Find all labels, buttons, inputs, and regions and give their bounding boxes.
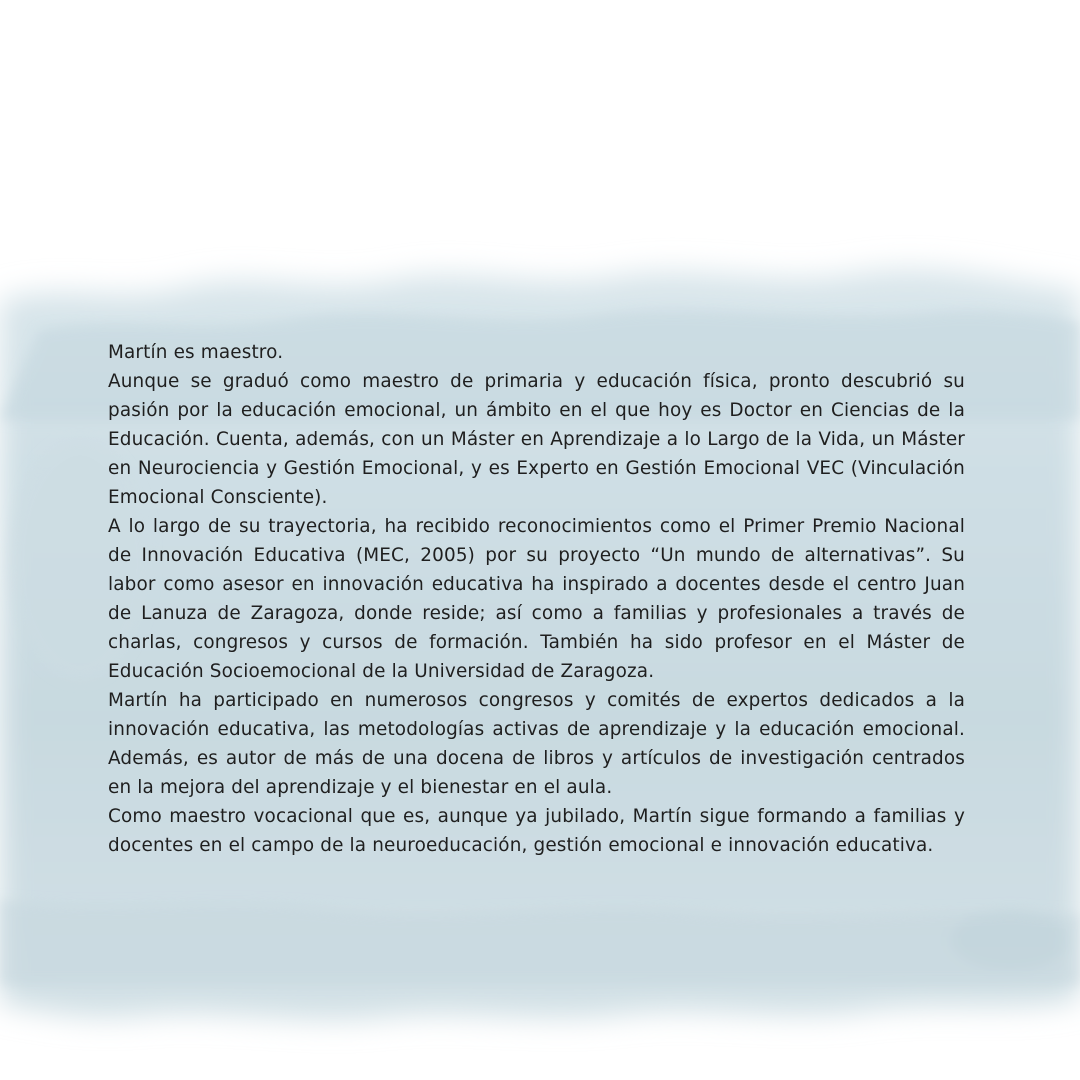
biography-text [108, 338, 965, 860]
biography-paragraph: Martín ha participado en numerosos congresos y comités de expertos dedicados a la innovación educativa, las metodologías activas de aprendizaje y la educación emocional. Además, es autor de más de una docena de libros y artículos de investigación centrados en la mejora del aprendizaje y el bienestar en el aula. [108, 690, 965, 798]
biography-paragraph: Martín es maestro. [108, 342, 284, 363]
biography-paragraph: A lo largo de su trayectoria, ha recibido reconocimientos como el Primer Premio Nacional de Innovación Educativa (MEC, 2005) por su proyecto “Un mundo de alternativas”. Su labor como asesor en innovación educativa ha inspirado a docentes desde el centro Juan de Lanuza de Zaragoza, donde reside; así como a familias y profesionales a través de charlas, congresos y cursos de formación. También ha sido profesor en el Máster de Educación Socioemocional de la Universidad de Zaragoza. [108, 516, 965, 682]
biography-paragraph: Aunque se graduó como maestro de primaria y educación física, pronto descubrió su pasión por la educación emocional, un ámbito en el que hoy es Doctor en Ciencias de la Educación. Cuenta, además, con un Máster en Aprendizaje a lo Largo de la Vida, un Máster en Neurociencia y Gestión Emocional, y es Experto en Gestión Emocional VEC (Vinculación Emocional Consciente). [108, 371, 965, 508]
biography-paragraph: Como maestro vocacional que es, aunque ya jubilado, Martín sigue formando a familias y docentes en el campo de la neuroeducación, gestión emocional e innovación educativa. [108, 806, 965, 856]
